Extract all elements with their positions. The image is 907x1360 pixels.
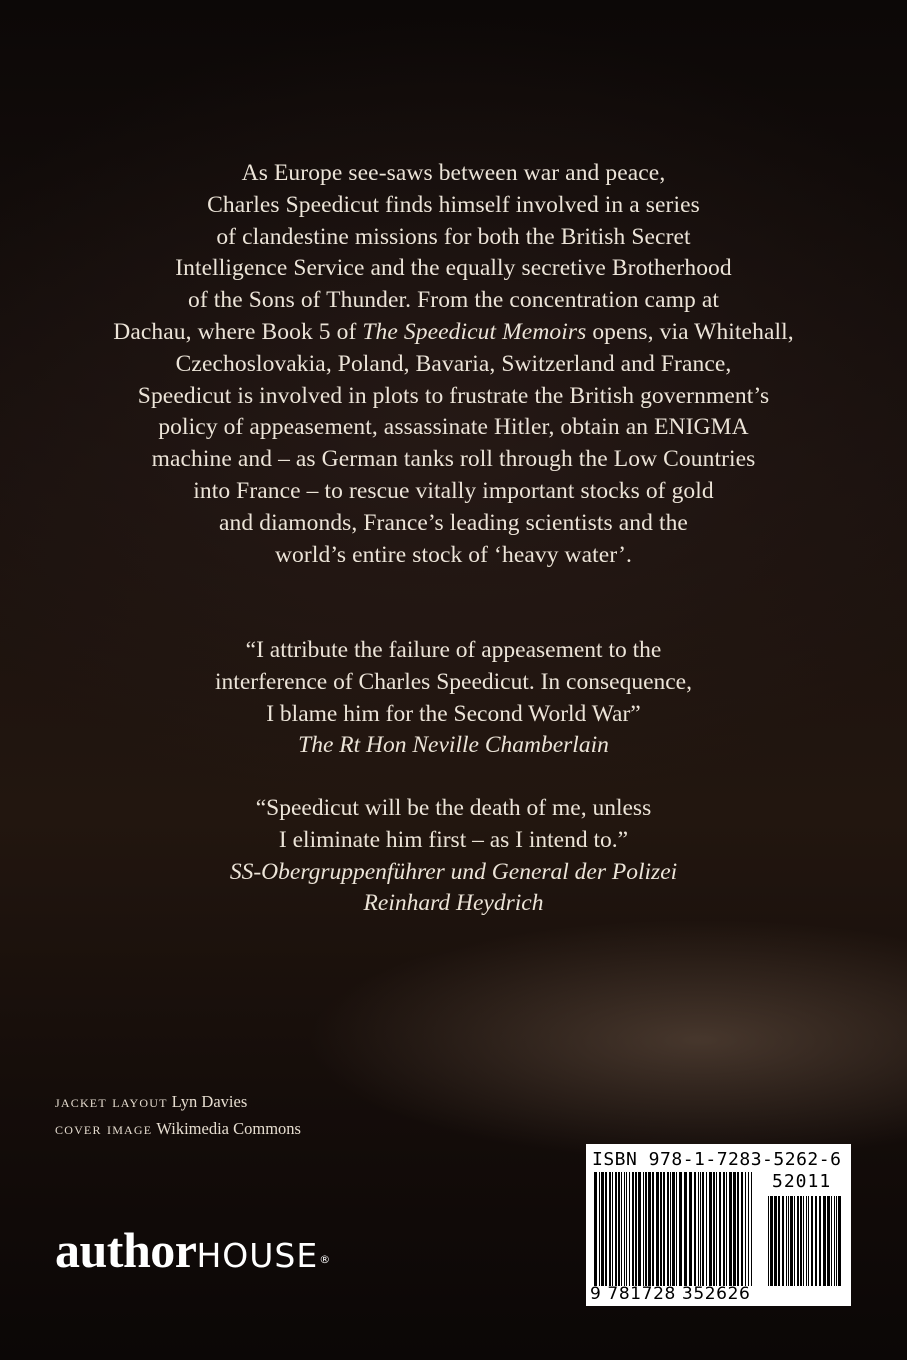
- barcode-bar: [638, 1172, 641, 1286]
- barcode-bar: [768, 1196, 769, 1286]
- publisher-logo-part: author: [55, 1222, 197, 1278]
- barcode-bar: [741, 1172, 743, 1286]
- barcode-bar: [788, 1196, 789, 1286]
- barcode-bar: [786, 1196, 787, 1286]
- barcode-bar: [811, 1196, 813, 1286]
- blurb-line: As Europe see-saws between war and peace,: [241, 160, 666, 186]
- barcode-bar: [706, 1172, 707, 1286]
- barcode-bar: [672, 1172, 675, 1286]
- barcode-bar: [803, 1196, 804, 1286]
- isbn-barcode: [586, 1144, 851, 1306]
- blurb-line: policy of appeasement, assassinate Hitler, obtain an ENIGMA: [158, 414, 749, 441]
- barcode-bar: [660, 1172, 662, 1286]
- barcode-bar: [709, 1172, 712, 1286]
- blurb-line: of the Sons of Thunder. From the concentration camp at: [188, 287, 719, 314]
- credit-value: Wikimedia Commons: [156, 1119, 301, 1138]
- barcode-bar: [648, 1172, 651, 1286]
- publisher-logo-part: HOUSE: [196, 1236, 319, 1275]
- ean-number: 9 781728 352626: [590, 1284, 751, 1304]
- barcode-bar: [694, 1172, 696, 1286]
- barcode-bar: [770, 1196, 773, 1286]
- barcode-bar: [751, 1172, 752, 1286]
- barcode-bar: [645, 1172, 647, 1286]
- barcode-bar: [618, 1172, 620, 1286]
- barcode-bar: [632, 1172, 634, 1286]
- blurb-line-part: Dachau, where Book 5 of: [113, 318, 363, 345]
- barcode-bar: [733, 1172, 736, 1286]
- barcode-bar: [601, 1172, 604, 1286]
- barcode-bar: [719, 1172, 721, 1286]
- barcode-bar: [713, 1172, 715, 1286]
- cover-image-credit: [55, 1115, 301, 1142]
- barcode-bar: [667, 1172, 669, 1286]
- jacket-layout-credit: [55, 1088, 301, 1115]
- quote-attribution: SS-Obergruppenführer und General der Polizei: [229, 858, 678, 885]
- barcode-bars: [594, 1172, 754, 1286]
- blurb-line: into France – to rescue vitally important stocks of gold: [193, 477, 714, 504]
- quote-line: I eliminate him first – as I intend to.”: [278, 826, 629, 853]
- heydrich-quote: [60, 793, 847, 920]
- barcode-bar: [605, 1172, 607, 1286]
- blurb-line: of clandestine missions for both the British Secret: [216, 223, 691, 250]
- barcode-bar: [670, 1172, 671, 1286]
- publisher-logo: [55, 1220, 330, 1286]
- blurb-line: Intelligence Service and the equally secretive Brotherhood: [175, 255, 732, 282]
- blurb-line: world’s entire stock of ‘heavy water’.: [274, 541, 633, 568]
- barcode-bar: [594, 1172, 597, 1286]
- credit-value: Lyn Davies: [171, 1092, 248, 1111]
- barcode-bar: [624, 1172, 625, 1286]
- quote-attribution: Reinhard Heydrich: [363, 890, 544, 917]
- barcode-bar: [797, 1196, 799, 1286]
- blurb-line: Charles Speedicut finds himself involved in a series: [207, 191, 700, 218]
- blurb-paragraph: [60, 158, 847, 571]
- barcode-addon-number: 52011: [772, 1171, 832, 1192]
- quote-line: “Speedicut will be the death of me, unless: [255, 795, 652, 821]
- barcode-bar: [629, 1172, 630, 1286]
- barcode-bar: [800, 1196, 802, 1286]
- barcode-bar: [823, 1196, 826, 1286]
- quote-attribution: The Rt Hon Neville Chamberlain: [298, 732, 609, 759]
- barcode-bar: [808, 1196, 809, 1286]
- barcode-bar: [838, 1196, 841, 1286]
- barcode-bar: [609, 1172, 611, 1286]
- barcode-bar: [684, 1172, 687, 1286]
- barcode-bar: [782, 1196, 784, 1286]
- barcode-bar: [806, 1196, 807, 1286]
- chamberlain-quote: [60, 635, 847, 762]
- barcode-bar: [737, 1172, 739, 1286]
- barcode-bar: [652, 1172, 654, 1286]
- barcode-bar: [643, 1172, 644, 1286]
- barcode-bar: [700, 1172, 701, 1286]
- blurb-line: Speedicut is involved in plots to frustrate the British government’s: [137, 382, 770, 409]
- barcode-bar: [834, 1196, 835, 1286]
- barcode-bar: [831, 1196, 832, 1286]
- blurb-line: and diamonds, France’s leading scientists and the: [219, 509, 688, 536]
- barcode-addon-bars: [768, 1196, 842, 1286]
- barcode-bar: [729, 1172, 732, 1286]
- barcode-bar: [689, 1172, 692, 1286]
- barcode-bar: [819, 1196, 821, 1286]
- barcode-bar: [726, 1172, 727, 1286]
- credit-label: jacket layout: [55, 1092, 168, 1111]
- barcode-bar: [656, 1172, 659, 1286]
- credit-label: cover image: [55, 1119, 153, 1138]
- barcode-bar: [676, 1172, 677, 1286]
- barcode-bar: [827, 1196, 830, 1286]
- barcode-bar: [790, 1196, 793, 1286]
- barcode-bar: [815, 1196, 817, 1286]
- barcode-bar: [698, 1172, 699, 1286]
- registered-mark: ®: [319, 1253, 331, 1266]
- blurb-line: Czechoslovakia, Poland, Bavaria, Switzerland and France,: [175, 350, 732, 377]
- barcode-bar: [723, 1172, 725, 1286]
- cover-credits: [55, 1088, 301, 1142]
- blurb-line-part: opens, via Whitehall,: [586, 318, 794, 345]
- barcode-bar: [794, 1196, 795, 1286]
- barcode-bar: [626, 1172, 627, 1286]
- quote-line: interference of Charles Speedicut. In consequence,: [215, 668, 692, 695]
- barcode-bar: [599, 1172, 600, 1286]
- barcode-bar: [836, 1196, 837, 1286]
- barcode-bar: [774, 1196, 777, 1286]
- blurb-line-with-title: [60, 317, 847, 349]
- book-series-title: The Speedicut Memoirs: [362, 318, 587, 345]
- quote-line: “I attribute the failure of appeasement to the: [245, 637, 662, 663]
- barcode-bar: [716, 1172, 717, 1286]
- blurb-line: machine and – as German tanks roll through the Low Countries: [151, 446, 756, 473]
- barcode-bar: [635, 1172, 637, 1286]
- quote-line: I blame him for the Second World War”: [266, 700, 641, 727]
- barcode-bar: [612, 1172, 613, 1286]
- barcode-bar: [748, 1172, 749, 1286]
- barcode-bar: [702, 1172, 704, 1286]
- isbn-number: ISBN 978-1-7283-5262-6: [592, 1149, 842, 1170]
- barcode-bar: [778, 1196, 780, 1286]
- barcode-bar: [679, 1172, 682, 1286]
- barcode-bar: [663, 1172, 665, 1286]
- barcode-bar: [615, 1172, 617, 1286]
- barcode-bar: [745, 1172, 746, 1286]
- barcode-bar: [621, 1172, 622, 1286]
